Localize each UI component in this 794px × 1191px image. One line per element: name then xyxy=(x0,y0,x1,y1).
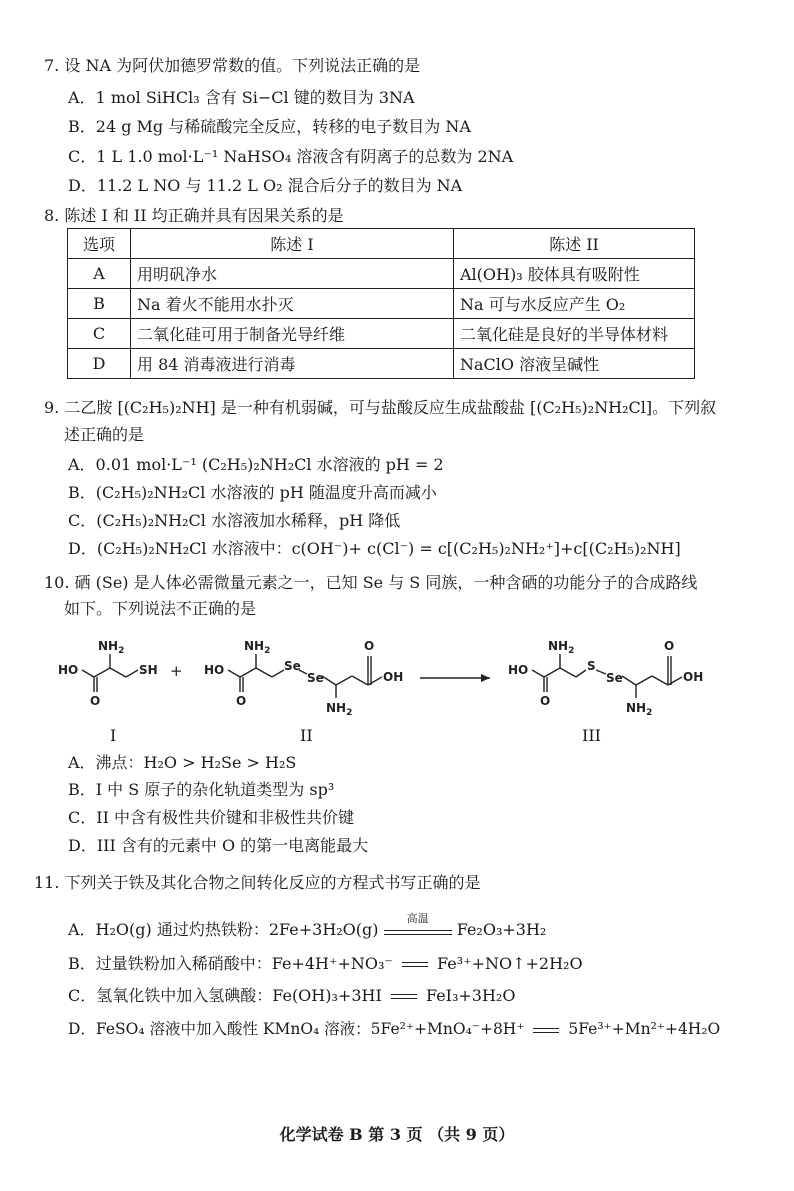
q10-option-d: D．III 含有的元素中 O 的第一电离能最大 xyxy=(68,836,369,855)
q7-stem: 7. 设 NA 为阿伏加德罗常数的值。下列说法正确的是 xyxy=(44,56,421,75)
svg-text:HO: HO xyxy=(58,663,79,677)
q10-option-a: A．沸点：H₂O > H₂Se > H₂S xyxy=(68,753,297,772)
svg-text:HO: HO xyxy=(508,663,529,677)
q9-option-a: A．0.01 mol·L⁻¹ (C₂H₅)₂NH₂Cl 水溶液的 pH = 2 xyxy=(68,455,444,474)
svg-text:NH2: $NH_2$ xyxy=(326,701,353,718)
table-row xyxy=(68,349,695,379)
q9-option-b: B．(C₂H₅)₂NH₂Cl 水溶液的 pH 随温度升高而减小 xyxy=(68,483,437,502)
reaction-condition-equals xyxy=(384,912,452,935)
q11-b-right: Fe³⁺+NO↑+2H₂O xyxy=(437,954,583,973)
q8-cell: C xyxy=(68,319,131,349)
q11-d-right: 5Fe³⁺+Mn²⁺+4H₂O xyxy=(568,1020,721,1038)
molecule-label-iii: III xyxy=(582,726,601,745)
q11-c-left: C．氢氧化铁中加入氢碘酸：Fe(OH)₃+3HI xyxy=(68,986,382,1005)
q8-cell: NaClO 溶液呈碱性 xyxy=(454,349,695,379)
q9-stem-line-2: 述正确的是 xyxy=(64,425,145,444)
q11-c-right: FeI₃+3H₂O xyxy=(425,986,516,1005)
svg-text:NH2: $NH_2$ xyxy=(98,639,125,656)
svg-text:O: O xyxy=(540,694,551,708)
q10-stem-line-1: 10. 硒 (Se) 是人体必需微量元素之一，已知 Se 与 S 同族，一种含硒的功能分子的合成路线 xyxy=(44,573,698,592)
svg-text:S: S xyxy=(587,659,596,673)
equals-sign xyxy=(391,994,417,999)
svg-text:NH2: $NH_2$ xyxy=(548,639,575,656)
q8-cell: Na 可与水反应产生 O₂ xyxy=(454,289,695,319)
svg-text:O: O xyxy=(236,694,247,708)
q8-table-header xyxy=(68,229,695,259)
q7-option-c: C．1 L 1.0 mol·L⁻¹ NaHSO₄ 溶液含有阴离子的总数为 2NA xyxy=(68,147,514,166)
q10-stem-line-2: 如下。下列说法不正确的是 xyxy=(64,599,257,618)
svg-text:Se: Se xyxy=(606,671,623,685)
q8-cell: D xyxy=(68,349,131,379)
q8-stem: 8. 陈述 I 和 II 均正确并具有因果关系的是 xyxy=(44,206,344,225)
q8-cell: Al(OH)₃ 胶体具有吸附性 xyxy=(454,259,695,289)
q11-a-right: Fe₂O₃+3H₂ xyxy=(456,920,547,939)
q8-cell: 用 84 消毒液进行消毒 xyxy=(131,349,454,379)
q9-option-c: C．(C₂H₅)₂NH₂Cl 水溶液加水稀释，pH 降低 xyxy=(68,511,401,530)
synthesis-route-scheme xyxy=(50,632,750,722)
q7-option-b: B．24 g Mg 与稀硫酸完全反应，转移的电子数目为 NA xyxy=(68,117,471,136)
q8-header-statement-1: 陈述 I xyxy=(131,229,454,259)
svg-text:HO: HO xyxy=(204,663,225,677)
q8-cell: 二氧化硅可用于制备光导纤维 xyxy=(131,319,454,349)
molecule-label-ii: II xyxy=(300,726,313,745)
q11-d-left: D．FeSO₄ 溶液中加入酸性 KMnO₄ 溶液：5Fe²⁺+MnO₄⁻+8H⁺ xyxy=(68,1020,525,1038)
equals-sign xyxy=(402,962,428,967)
svg-text:SH: SH xyxy=(139,663,158,677)
q11-a-left: A．H₂O(g) 通过灼热铁粉：2Fe+3H₂O(g) xyxy=(68,920,379,939)
equals-sign xyxy=(533,1028,559,1033)
page-footer: 化学试卷 B 第 3 页 （共 9 页） xyxy=(279,1125,515,1144)
q8-cell: A xyxy=(68,259,131,289)
q11-option-b xyxy=(68,953,583,975)
q9-option-d: D．(C₂H₅)₂NH₂Cl 水溶液中：c(OH⁻)+ c(Cl⁻) = c[(C₂H₅)₂NH₂⁺]+c[(C₂H₅)₂NH] xyxy=(68,539,681,558)
molecule-label-i: I xyxy=(110,726,117,745)
svg-text:O: O xyxy=(90,694,101,708)
svg-text:NH2: $NH_2$ xyxy=(626,701,653,718)
table-row xyxy=(68,319,695,349)
reaction-condition-text: 高温 xyxy=(406,912,429,925)
q7-option-d: D．11.2 L NO 与 11.2 L O₂ 混合后分子的数目为 NA xyxy=(68,176,463,195)
q10-option-c: C．II 中含有极性共价键和非极性共价键 xyxy=(68,808,354,827)
double-line-equals xyxy=(384,930,452,935)
q9-stem-line-1: 9. 二乙胺 [(C₂H₅)₂NH] 是一种有机弱碱，可与盐酸反应生成盐酸盐 [(C₂H₅)₂NH₂Cl]。下列叙 xyxy=(44,398,717,417)
svg-text:O: O xyxy=(364,639,375,653)
q11-stem: 11. 下列关于铁及其化合物之间转化反应的方程式书写正确的是 xyxy=(34,873,481,892)
q8-header-option: 选项 xyxy=(68,229,131,259)
svg-text:Se: Se xyxy=(307,671,324,685)
q11-option-a xyxy=(68,912,547,941)
svg-text:+: + xyxy=(170,662,183,680)
table-row xyxy=(68,289,695,319)
svg-text:OH: OH xyxy=(683,670,704,684)
q11-option-c xyxy=(68,985,515,1007)
q11-b-left: B．过量铁粉加入稀硝酸中：Fe+4H⁺+NO₃⁻ xyxy=(68,954,393,973)
q8-cell: 二氧化硅是良好的半导体材料 xyxy=(454,319,695,349)
svg-text:O: O xyxy=(664,639,675,653)
q8-cell: Na 着火不能用水扑灭 xyxy=(131,289,454,319)
q11-option-d xyxy=(68,1018,720,1040)
q8-header-statement-2: 陈述 II xyxy=(454,229,695,259)
q7-option-a: A．1 mol SiHCl₃ 含有 Si−Cl 键的数目为 3NA xyxy=(68,88,415,107)
q8-cell: B xyxy=(68,289,131,319)
svg-text:OH: OH xyxy=(383,670,404,684)
q8-table xyxy=(67,228,695,379)
q10-option-b: B．I 中 S 原子的杂化轨道类型为 sp³ xyxy=(68,780,335,799)
table-row xyxy=(68,259,695,289)
q8-cell: 用明矾净水 xyxy=(131,259,454,289)
svg-text:Se: Se xyxy=(284,659,301,673)
svg-text:NH2: $NH_2$ xyxy=(244,639,271,656)
